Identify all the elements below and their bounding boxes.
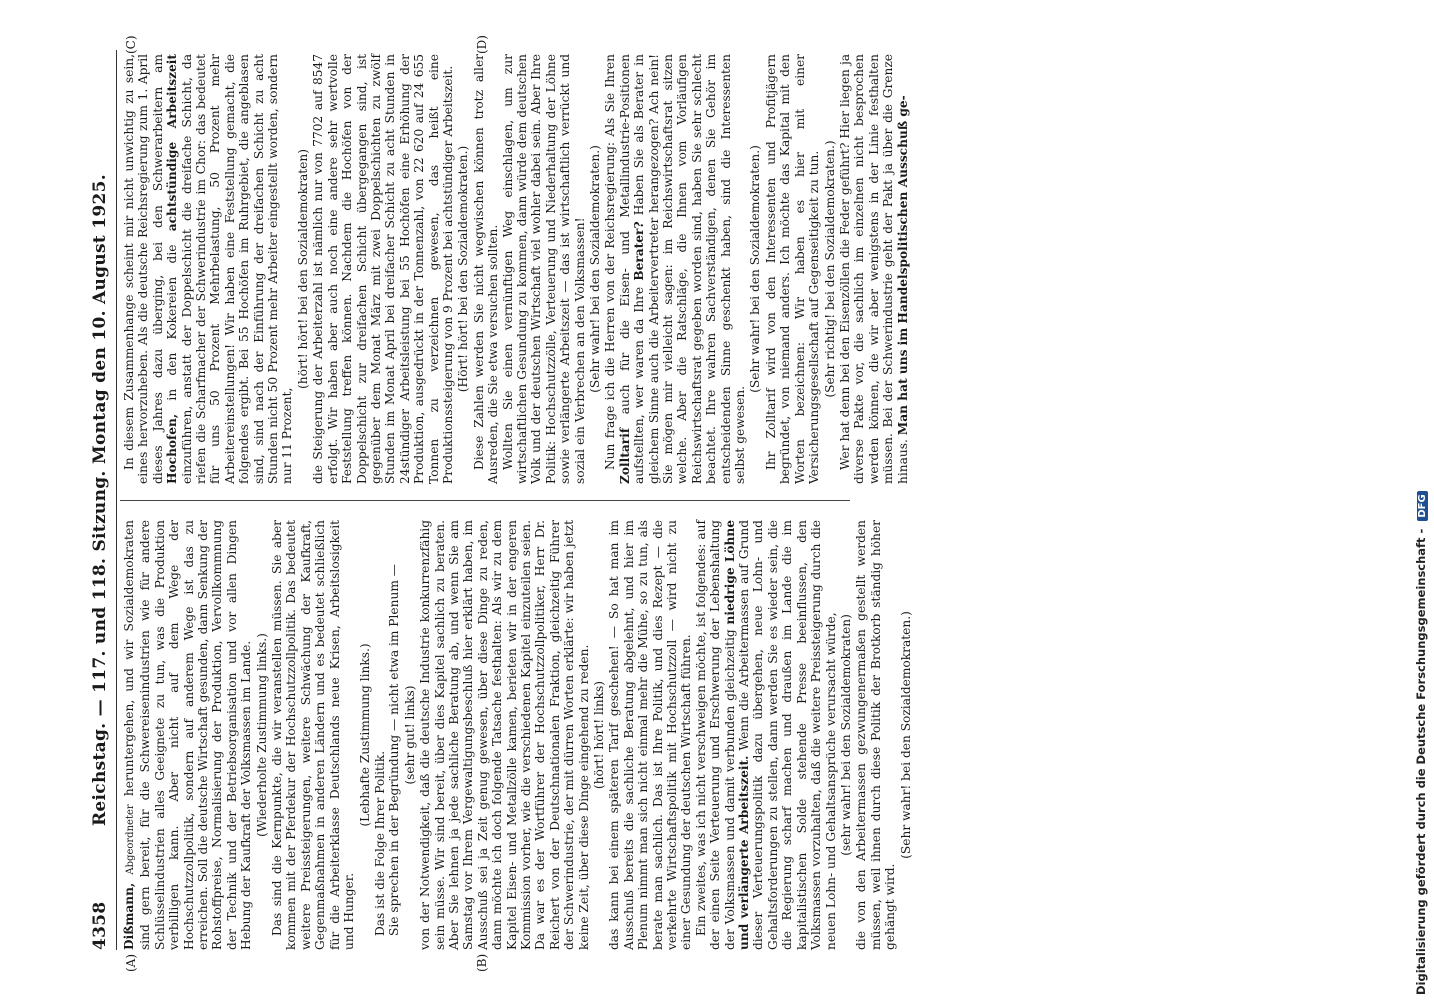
paragraph-text: Ein zweites, was ich nicht verschweigen möchte, ist folgendes: auf der einen Seite Verteuerung und Erschwerung der Lebenshaltung der Volksmassen und damit verbunden gleichzeitig bbox=[693, 520, 737, 950]
rotated-page bbox=[90, 35, 913, 972]
margin-marker-a: (A) bbox=[124, 953, 138, 972]
reaction: (sehr wahr! bei den Sozialdemokraten) bbox=[838, 614, 853, 856]
paragraph-text: In diesem Zusammenhange scheint mir nicht unwichtig zu sein, eines hervorzuheben. Als die deutsche Reichsregierung zum 1. April dieses Jahres dazu überging, bei den Schwerarbeitern am bbox=[122, 54, 165, 484]
reaction: (Lebhafte Zustimmung links.) bbox=[357, 643, 372, 827]
margin-marker-b: (B) bbox=[475, 953, 489, 972]
paragraph bbox=[603, 54, 747, 484]
paragraph: Diese Zahlen werden Sie nicht wegwischen können trotz aller Ausreden, die Sie etwa versuchen sollten. bbox=[471, 54, 501, 484]
funding-note bbox=[1414, 0, 1434, 995]
emphasis: Zolltarif bbox=[617, 427, 632, 484]
reaction: (Hört! hört! bei den Sozialdemokraten.) bbox=[456, 145, 471, 393]
emphasis: Berater? bbox=[632, 221, 647, 281]
paragraph: Das sind die Kernpunkte, die wir veranstellen müssen. Sie aber kommen mit der Pferdekur der Hochschutzzollpolitik. Das bedeutet weitere Preissteigerungen, weitere Schwächung der Kaufkraft, Gegenmaßnahmen in anderen Ländern und es bedeutet schließlich für die Arbeiterklasse Deutschlands neue Krisen, Arbeitslosigkeit und Hunger. bbox=[270, 520, 357, 950]
paragraph-text: einzuführen, anstatt der Doppelschicht die dreifache Schicht, da riefen die Scharfmacher der Schwerindustrie im Chor: das bedeutet für uns 50 Prozent Mehrbelastung, 50 Prozent mehr Arbeitereinstellungen! Wir haben eine Feststellung gemacht, die folgendes ergibt. Bei 55 Hochöfen im Ruhrgebiet, die angeblasen sind, sind nach der Einführung der dreifachen Schicht zu acht Stunden nicht 50 Prozent mehr Arbeiter eingestellt worden, sondern nur 11 Prozent, bbox=[179, 54, 295, 484]
reaction: (hört! hört! links) bbox=[592, 680, 606, 790]
paragraph-text: in den Kokereien die bbox=[165, 244, 180, 401]
paragraph: Das ist die Folge Ihrer Politik. bbox=[372, 750, 387, 936]
page-number: 4358 bbox=[90, 901, 110, 950]
emphasis: Hochofen, bbox=[165, 413, 180, 484]
paragraph: die Steigerung der Arbeiterzahl ist nämlich nur von 7702 auf 8547 erfolgt. Wir haben aber auch noch eine andere sehr wertvolle Feststellung treffen können. Nachdem die Hochöfen von der Doppelschicht zur dreifachen Schicht übergegangen sind, ist gegenüber dem Monat März mit zwei Doppelschichten zu zwölf Stunden im Monat April bei dreifacher Schicht zu acht Stunden in 24stündiger Arbeitsleistung bei 55 Hochöfen eine Erhöhung der Produktion, ausgedrückt in der Tonnenzahl, von 22 620 auf 24 655 Tonnen zu verzeichnen gewesen, das heißt eine Produktionssteigerung von 9 Prozent bei achtstündiger Arbeitszeit. bbox=[311, 54, 455, 484]
paragraph-text: Wer hat denn bei den Eisenzöllen die Feder geführt? Hier liegen ja diverse Pakte vor, die sachlich im einzelnen nicht besprochen werden können, die wir aber wenigstens in der Linie festhalten müssen. Bei der Schwerindustrie geht der Pakt ja über die Grenze hinaus. bbox=[837, 54, 910, 484]
paragraph bbox=[838, 54, 910, 484]
paragraph: von der Notwendigkeit, daß die deutsche Industrie konkurrenzfähig sein müsse. Wir sind bereit, über dies Kapitel sachlich zu beraten. Aber Sie lehnen ja jede sachliche Beratung ab, und wenn Sie am Samstag vor Ihrem Vergewaltigungsbeschluß hier erklärt haben, im Ausschuß sei ja Zeit genug gewesen, über diese Dinge zu reden, dann möchte ich doch folgende Tatsache festhalten: Als wir zu dem Kapitel Eisen- und Metallzölle kamen, berieten wir in der engeren Kommission vorher, wie die verschiedenen Kapitel einzuteilen seien. Da war es der Wortführer der Hochschutzzollpolitiker, Herr Dr. Reichert von der Deutschnationalen Fraktion, gleichzeitig Führer der Schwerindustrie, der mit dürren Worten erklärte: wir haben jetzt keine Zeit, über diese Dinge eingehend zu reden. bbox=[418, 520, 591, 950]
emphasis: Man hat uns im Handelspolitischen Ausschuß ge- bbox=[895, 95, 910, 436]
margin-marker-c: (C) bbox=[124, 35, 138, 54]
emphasis: achtstündige Arbeitszeit bbox=[165, 53, 180, 232]
reaction: (Sehr wahr! bei den Sozialdemokraten.) bbox=[588, 145, 602, 393]
running-title: Reichstag. — 117. und 118. Sitzung. Montag den 10. August 1925. bbox=[90, 174, 110, 826]
paragraph-text: heruntergehen, und wir Sozialdemokraten sind gern bereit, für die Schwereisenindustrien wie für andere Schlüsselindustrien alles Geeignete zu tun, was die Produktion verbilligen kann. Aber nicht auf dem Wege der Hochschutzzollpolitik, sondern auf anderem Wege ist das zu erreichen. Soll die deutsche Wirtschaft gesunden, dann Senkung der Rohstoffpreise, Normalisierung der Produktion, Vervollkommnung der Technik und der Betriebsorganisation und vor allen Dingen Hebung der Kaufkraft der Volksmassen im Lande. bbox=[122, 519, 254, 950]
reaction: (sehr gut! links) bbox=[402, 685, 417, 785]
speaker-role: Abgeordneter bbox=[125, 804, 136, 875]
emphasis: niedrige Löhne und verlängerte Arbeitszeit. bbox=[722, 519, 752, 950]
paragraph bbox=[694, 520, 838, 950]
paragraph bbox=[122, 54, 295, 484]
right-column bbox=[122, 54, 910, 484]
reaction: (Sehr wahr! bei den Sozialdemokraten.) bbox=[748, 145, 763, 393]
speaker-name: Dißmann, bbox=[122, 882, 136, 950]
reaction: (Wiederholte Zustimmung links.) bbox=[254, 633, 269, 837]
paragraph bbox=[122, 520, 254, 950]
margin-marker-d: (D) bbox=[475, 35, 489, 54]
left-column bbox=[122, 520, 914, 950]
paragraph-text: auch für die Eisen- und Metallindustrie-Positionen aufstellten, wer waren da Ihre bbox=[617, 53, 647, 484]
column-divider bbox=[120, 500, 850, 501]
paragraph: die von den Arbeitermassen gezwungenermaßen gestellt werden müssen, weil ihnen durch diese Politik der Brotkorb ständig höher gehängt wird. bbox=[854, 520, 898, 950]
paragraph: Ihr Zolltarif wird von den Interessenten und Profitjägern begründet, von niemand anders. Ich möchte das Kapital mit den Worten bezeichnen: Wir haben es hier mit einer Versicherungsgesellschaft auf Gegenseitigkeit zu tun. bbox=[763, 54, 822, 484]
page-header bbox=[90, 50, 114, 950]
header-rule bbox=[116, 50, 117, 950]
paragraph-text: Wenn die Arbeitermassen auf Grund dieser Verteuerungspolitik dazu übergehen, neue Lohn- und Gehaltsforderungen zu stellen, dann werden Sie es wieder sein, die die Regierung scharf machen und draußen im Lande die im kapitalistischen Solde stehende Presse beeinflussen, den Volksmassen vorzuhalten, daß die weitere Preissteigerung durch die neuen Lohn- und Gehaltsansprüche verursacht würde, bbox=[737, 520, 838, 950]
reaction: (hört! hört! bei den Sozialdemokraten) bbox=[295, 149, 310, 389]
paragraph: das kann bei einem späteren Tarif geschehen! — So hat man im Ausschuß bereits die sachliche Beratung abgelehnt, und hier im Plenum nimmt man sich nicht einmal mehr die Mühe, so zu tun, als berate man sachlich. Das ist Ihre Politik, und dies Rezept — die verkehrte Wirtschaftspolitik mit Hochschutzzoll — wird nicht zu einer Gesundung der deutschen Wirtschaft führen. bbox=[607, 520, 694, 950]
paragraph-text: Haben Sie als Berater in gleichem Sinne auch die Arbeitervertreter herangezogen? Ach nein! Sie mögen mir vielleicht sagen: im Reichswirtschaftsrat sitzen welche. Aber die Ratschläge, die Ihnen vom Vorläufigen Reichswirtschaftsrat gegeben worden sind, haben Sie sehr schlecht beachtet. Ihre wahren Sachverständigen, denen Sie Gehör im entscheidenden Sinne geschenkt haben, sind die Interessenten selbst gewesen. bbox=[632, 53, 748, 484]
reaction: (Sehr richtig! bei den Sozialdemokraten.) bbox=[822, 140, 837, 398]
paragraph: Sie sprechen in der Begründung — nicht etwa im Plenum — bbox=[387, 564, 402, 936]
dfg-logo: DFG bbox=[1417, 491, 1428, 520]
reaction: (Sehr wahr! bei den Sozialdemokraten.) bbox=[898, 611, 913, 859]
paragraph: Wollten Sie einen vernünftigen Weg einschlagen, um zur wirtschaftlichen Gesundung zu kommen, dann würde dem deutschen Volk und der deutschen Wirtschaft viel wohler dabei sein. Aber Ihre Politik: Hochschutzzölle, Verteuerung und Niederhaltung der Löhne sowie verlängerte Arbeitszeit — das ist wirtschaftlich verrückt und sozial ein Verbrechen an den Volksmassen! bbox=[500, 54, 587, 484]
funding-note-text: Digitalisierung gefördert durch die Deutsche Forschungsgemeinschaft - bbox=[1414, 528, 1428, 995]
paragraph-text: Nun frage ich die Herren von der Reichsregierung: Als Sie Ihren bbox=[603, 54, 618, 470]
